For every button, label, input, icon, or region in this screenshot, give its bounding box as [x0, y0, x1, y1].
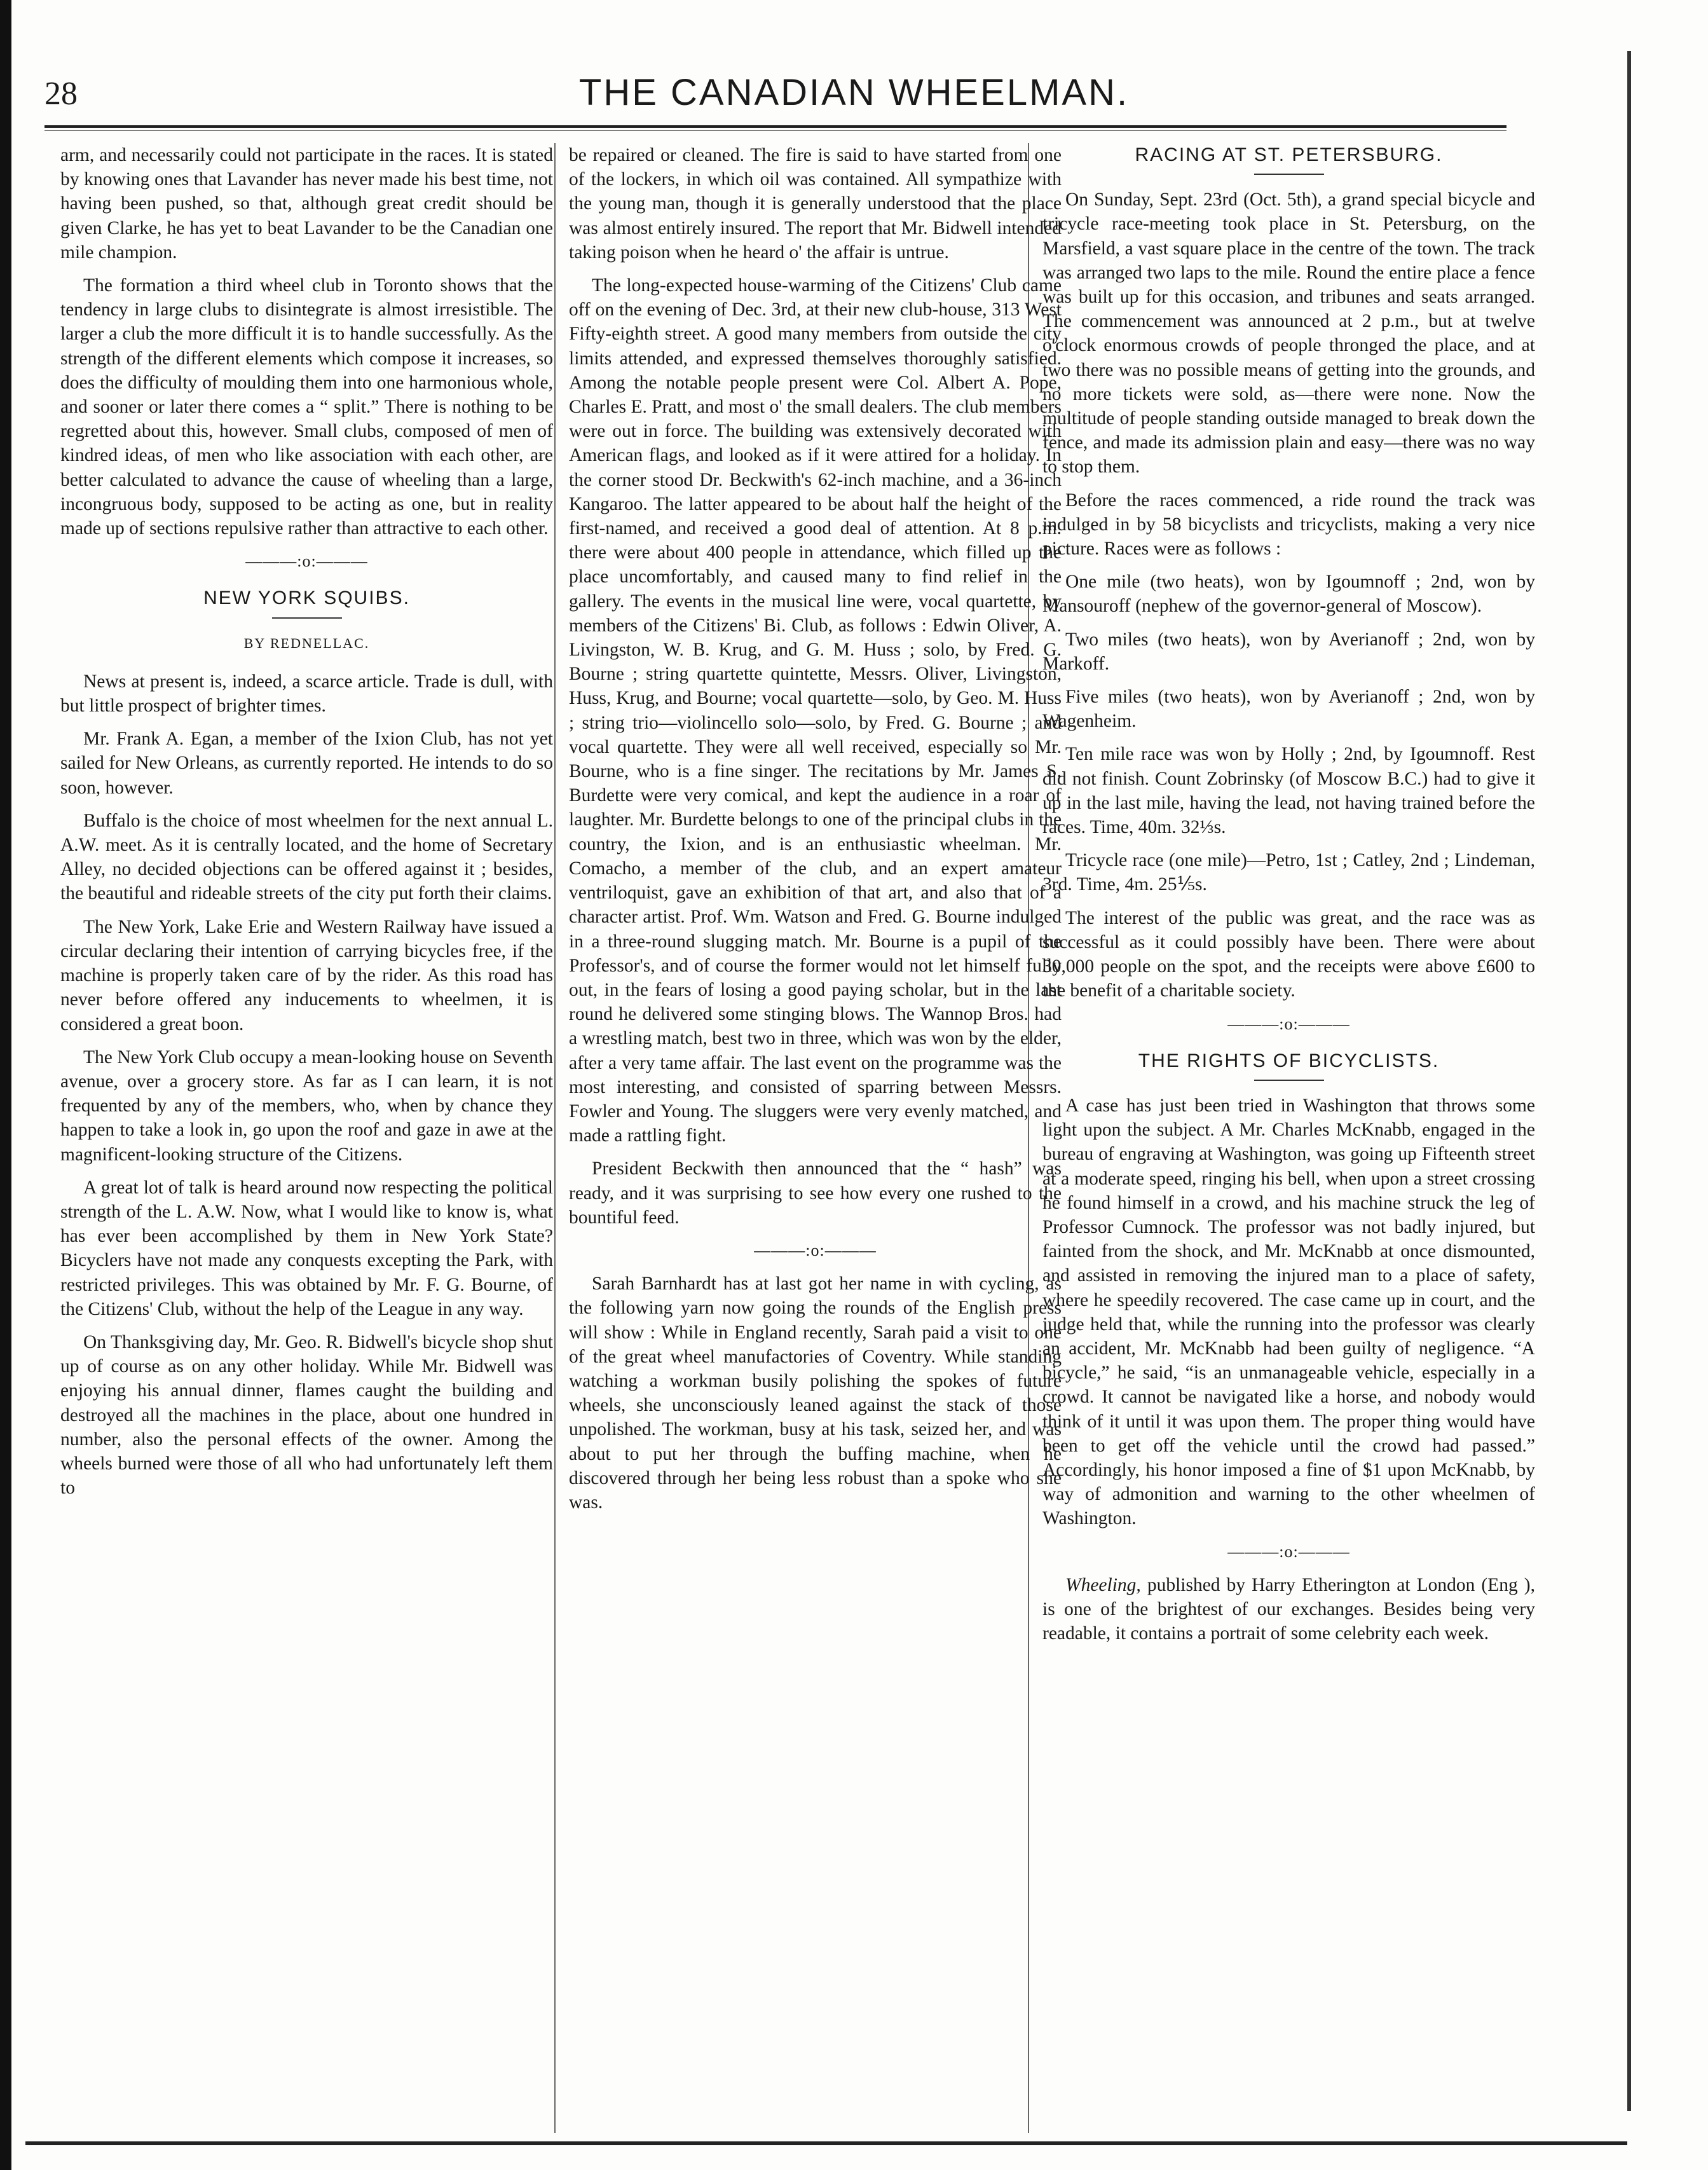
race-result: One mile (two heats), won by Igoumnoff ; 2nd, won by Mansouroff (nephew of the governor-general of Moscow).: [1042, 572, 1535, 617]
byline: BY REDNELLAC.: [243, 635, 370, 651]
paragraph: Buffalo is the choice of most wheelmen for the next annual L. A.W. meet. As it is centrally located, and the home of Secretary Alley, no decided objections can be offered against it ; besides, the beautiful and rideable streets of the city put forth their claims.: [60, 810, 553, 904]
column-2: [569, 143, 1062, 1523]
heading-rights-of-bicyclists: THE RIGHTS OF BICYCLISTS.: [1138, 1050, 1440, 1071]
paragraph: On Thanksgiving day, Mr. Geo. R. Bidwell's bicycle shop shut up of course as on any other holiday. While Mr. Bidwell was enjoying his annual dinner, flames caught the building and destroyed all the machines in the place, about one hundred in number, also the personal effects of the owner. Among the wheels burned were those of all who had unfortunately left them to: [60, 1331, 553, 1499]
section-separator: ———:o:———: [754, 1240, 877, 1260]
section-separator: ———:o:———: [1227, 1542, 1350, 1561]
paragraph: Mr. Frank A. Egan, a member of the Ixion Club, has not yet sailed for New Orleans, as currently reported. He intends to do so soon, however.: [60, 729, 553, 798]
heading-rule: [272, 617, 342, 619]
paragraph: Sarah Barnhardt has at last got her name in with cycling, as the following yarn now going the rounds of the English press will show : While in England recently, Sarah paid a visit to one of the great wheel manufactories of Coventry. While standing watching a workman busily polishing the spokes of future wheels, she unconsciously leaned against the stack of those unpolished. The workman, busy at his task, seized her, and was about to put her through the buffing machine, when he discovered through her being less robust than a spoke who she was.: [569, 1274, 1062, 1513]
race-result: Tricycle race (one mile)—Petro, 1st ; Catley, 2nd ; Lindeman, 3rd. Time, 4m. 25⅕s.: [1042, 850, 1535, 895]
page-edge-right: [1627, 51, 1631, 2111]
race-result: Ten mile race was won by Holly ; 2nd, by Igoumnoff. Rest did not finish. Count Zobrinsky (of Moscow B.C.) had to give it up in the last mile, having the lead, not having trained before the races. Time, 40m. 32⅓s.: [1042, 744, 1535, 838]
page-edge-bottom: [25, 2141, 1627, 2145]
heading-rule: [1254, 1080, 1324, 1081]
paragraph: A great lot of talk is heard around now respecting the political strength of the L. A.W. Now, what I would like to know is, what has ever been accomplished by them in New York State? Bicyclers have not made any conquests excepting the Park, with restricted privileges. This was obtained by Mr. F. G. Bourne, of the Citizens' Club, without the help of the League in any way.: [60, 1177, 553, 1319]
column-1: [60, 143, 553, 1509]
race-result: Two miles (two heats), won by Averianoff ; 2nd, won by Markoff.: [1042, 629, 1535, 674]
paragraph: A case has just been tried in Washington that throws some light upon the subject. A Mr. Charles McKnabb, engaged in the bureau of engraving at Washington, was going up Fifteenth street at a moderate speed, ringing his bell, when upon a street crossing he found himself in a crowd, and his machine struck the leg of Professor Cumnock. The professor was not badly injured, but fainted from the shock, and Mr. McKnabb at once dismounted, and assisted in removing the injured man to a place of safety, where he speedily recovered. The case came up in court, and the judge held that, while the running into the professor was clearly an accident, Mr. McKnabb had been guilty of negligence. “A bicycle,” he said, “is an unmanageable vehicle, especially in a crowd. It cannot be navigated like a horse, and nobody would think of it until it was upon them. The proper thing would have been to get off the vehicle until the crowd had passed.” Accordingly, his honor imposed a fine of $1 upon McKnabb, by way of admonition and warning to the other wheelmen of Washington.: [1042, 1095, 1535, 1529]
paragraph: The long-expected house-warming of the Citizens' Club came off on the evening of Dec. 3rd, at their new club-house, 313 West Fifty-eighth street. A good many members from outside the city limits attended, and expressed themselves thoroughly satisfied. Among the notable people present were Col. Albert A. Pope, Charles E. Pratt, and most o' the small dealers. The club members were out in force. The building was extensively decorated with American flags, and looked as if it were attired for a holiday. In the corner stood Dr. Beckwith's 62-inch machine, and a 36-inch Kangaroo. The latter appeared to be about half the height of the first-named, and received a good deal of attention. At 8 p.m. there were about 400 people in attendance, which filled up the place uncomfortably, and caused many to find relief in the gallery. The events in the musical line were, vocal quartette, by members of the Citizens' Bi. Club, as follows : Edwin Oliver, A. Livingston, W. B. Krug, and G. M. Huss ; solo, by Fred. G. Bourne ; string quartette quintette, Messrs. Oliver, Livingston, Huss, Krug, and Bourne; vocal quartette—solo, by Geo. M. Huss ; string trio—violincello solo—solo, by Fred. G. Bourne ; and vocal quartette. They were all well received, especially so Mr. Bourne, who is a fine singer. The recitations by Mr. James S. Burdette were very comical, and kept the audience in a roar of laughter. Mr. Burdette belongs to one of the principal clubs in the country, the Ixion, and is an enthusiastic wheelman. Mr. Comacho, a member of the club, and an expert amateur ventriloquist, gave an exhibition of that art, and also that of a character artist. Prof. Wm. Watson and Fred. G. Bourne indulged in a three-round slugging match. Mr. Bourne is a pupil of the Professor's, and of course the former would not let himself fully out, in the fears of losing a good paying scholar, but in the last round he delivered some stinging blows. The Wannop Bros. had a wrestling match, best two in three, which was won by the elder, after a very tame affair. The last event on the programme was the most interesting, and consisted of sparring between Messrs. Fowler and Young. The sluggers were very evenly matched, and made a rattling fight.: [569, 275, 1062, 1146]
section-separator: ———:o:———: [245, 552, 368, 571]
heading-racing-st-petersburg: RACING AT ST. PETERSBURG.: [1135, 144, 1443, 165]
paragraph: President Beckwith then announced that the “ hash” was ready, and it was surprising to see how every one rushed to the bountiful feed.: [569, 1158, 1062, 1228]
header-rule: [44, 125, 1506, 128]
paragraph: On Sunday, Sept. 23rd (Oct. 5th), a grand special bicycle and tricycle race-meeting took place in St. Petersburg, on the Marsfield, a vast square place in the centre of the town. The track was arranged two laps to the mile. Round the entire place a fence was built up for this occasion, and tribunes and seats arranged. The commencement was announced at 2 p.m., but at twelve o'clock enormous crowds of people thronged the place, and at two there was no possible means of getting into the grounds, and no more tickets were sold, as—there were none. Now the multitude of people standing outside managed to break down the fence, and made its admission plain and easy—there was no way to stop them.: [1042, 189, 1535, 477]
section-separator: ———:o:———: [1227, 1014, 1350, 1033]
paragraph: The New York, Lake Erie and Western Railway have issued a circular declaring their intention of carrying bicycles free, if the machine is properly taken care of by the rider. As this road has never before offered any inducements to wheelmen, it is considered a great boon.: [60, 916, 553, 1034]
heading-rule: [1254, 174, 1324, 175]
paragraph: News at present is, indeed, a scarce article. Trade is dull, with but little prospect of brighter times.: [60, 671, 553, 717]
paragraph: The interest of the public was great, and the race was as successful as it could possibly have been. There were about 30,000 people on the spot, and the receipts were above £600 to the benefit of a charitable society.: [1042, 907, 1535, 1001]
heading-new-york-squibs: NEW YORK SQUIBS.: [203, 587, 410, 609]
paragraph: be repaired or cleaned. The fire is said to have started from one of the lockers, in which oil was contained. All sympathize with the young man, though it is generally understood that the place was almost entirely insured. The report that Mr. Bidwell intended taking poison when he heard o' the affair is untrue.: [569, 145, 1062, 263]
paragraph: The formation a third wheel club in Toronto shows that the tendency in large clubs to disintegrate is almost irresistible. The larger a club the more difficult it is to handle successfully. As the strength of the different elements which compose it increases, so does the difficulty of moulding them into one harmonious whole, and sooner or later there comes a “ split.” There is nothing to be regretted about this, however. Small clubs, composed of men of kindred ideas, of men who like association with each other, are better calculated to advance the cause of wheeling than a large, incongruous body, supposed to be acting as one, but in reality made up of sections repulsive rather than attractive to each other.: [60, 275, 553, 539]
paragraph: arm, and necessarily could not participate in the races. It is stated by knowing ones that Lavander has never made his best time, not having been pushed, so that, although great credit should be given Clarke, he has yet to beat Lavander to be the Canadian one mile champion.: [60, 145, 553, 263]
page-number: 28: [44, 76, 78, 112]
race-result: Five miles (two heats), won by Averianoff ; 2nd, won by Wagenheim.: [1042, 687, 1535, 732]
header-rule-thin: [44, 130, 1506, 131]
publication-title: Wheeling,: [1065, 1574, 1141, 1595]
paragraph-text: published by Harry Etherington at London (Eng ), is one of the brightest of our exchanges. Besides being very readable, it contains a portrait of some celebrity each week.: [1042, 1574, 1535, 1644]
paragraph-wheeling: [1042, 1573, 1535, 1646]
paragraph: The New York Club occupy a mean-looking house on Seventh avenue, over a grocery store. As far as I can learn, it is not frequented by any of the members, who, when by chance they happen to take a look in, go upon the roof and gaze in awe at the magnificent-looking structure of the Citizens.: [60, 1047, 553, 1165]
paragraph: Before the races commenced, a ride round the track was indulged in by 58 bicyclists and tricyclists, making a very nice picture. Races were as follows :: [1042, 490, 1535, 560]
column-3: [1042, 143, 1535, 1654]
column-separator: [554, 143, 556, 2133]
page-edge-left: [0, 0, 11, 2170]
masthead-title: THE CANADIAN WHEELMAN.: [578, 72, 1130, 113]
